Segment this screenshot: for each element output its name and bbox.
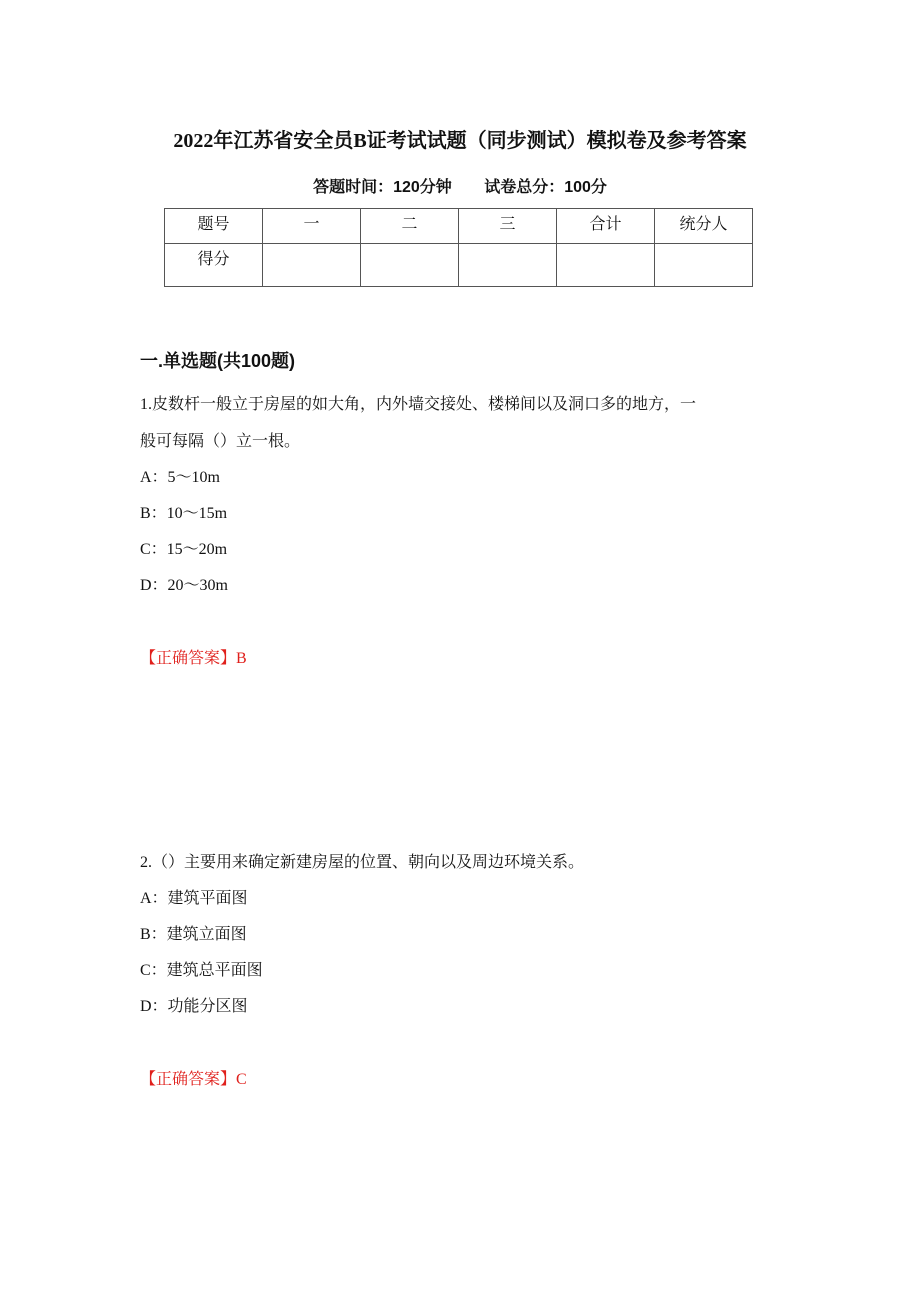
score-table xyxy=(164,208,753,287)
score-cell xyxy=(263,244,361,287)
score-table-header-row xyxy=(165,209,753,244)
header-cell: 三 xyxy=(459,209,557,244)
question-1-option-c: C：15～20m xyxy=(140,541,228,558)
answer-label: 【正确答案】 xyxy=(140,1071,237,1088)
question-1-option-d: D：20～30m xyxy=(140,577,229,594)
header-cell: 二 xyxy=(361,209,459,244)
document-title: 2022年江苏省安全员B证考试试题（同步测试）模拟卷及参考答案 xyxy=(173,130,747,152)
score-cell xyxy=(361,244,459,287)
question-1-option-a: A：5～10m xyxy=(140,469,221,486)
question-1-answer xyxy=(140,645,247,668)
question-1-option-b: B：10～15m xyxy=(140,505,228,522)
row-label: 得分 xyxy=(165,244,263,287)
question-2-answer xyxy=(140,1066,247,1089)
score-table-score-row xyxy=(165,244,753,287)
question-1-stem-line1: 1.皮数杆一般立于房屋的如大角，内外墙交接处、楼梯间以及洞口多的地方，一 xyxy=(140,396,697,413)
answer-value: C xyxy=(236,1071,247,1088)
answer-value: B xyxy=(236,650,247,667)
score-cell xyxy=(459,244,557,287)
section-heading: 一.单选题(共100题) xyxy=(140,351,296,371)
score-cell xyxy=(557,244,655,287)
question-2-option-c: C：建筑总平面图 xyxy=(140,962,263,979)
header-cell: 一 xyxy=(263,209,361,244)
answer-label: 【正确答案】 xyxy=(140,650,237,667)
exam-info xyxy=(0,174,920,197)
question-2-option-a: A：建筑平面图 xyxy=(140,890,248,907)
question-2-stem-line1: 2.（）主要用来确定新建房屋的位置、朝向以及周边环境关系。 xyxy=(140,854,585,871)
score-cell xyxy=(655,244,753,287)
header-cell: 题号 xyxy=(165,209,263,244)
question-1-stem-line2: 般可每隔（）立一根。 xyxy=(140,433,301,450)
exam-time: 答题时间：120分钟 xyxy=(313,179,452,196)
question-2-option-d: D：功能分区图 xyxy=(140,998,248,1015)
header-cell: 合计 xyxy=(557,209,655,244)
total-score: 试卷总分：100分 xyxy=(484,179,607,196)
question-2-option-b: B：建筑立面图 xyxy=(140,926,247,943)
header-cell: 统分人 xyxy=(655,209,753,244)
